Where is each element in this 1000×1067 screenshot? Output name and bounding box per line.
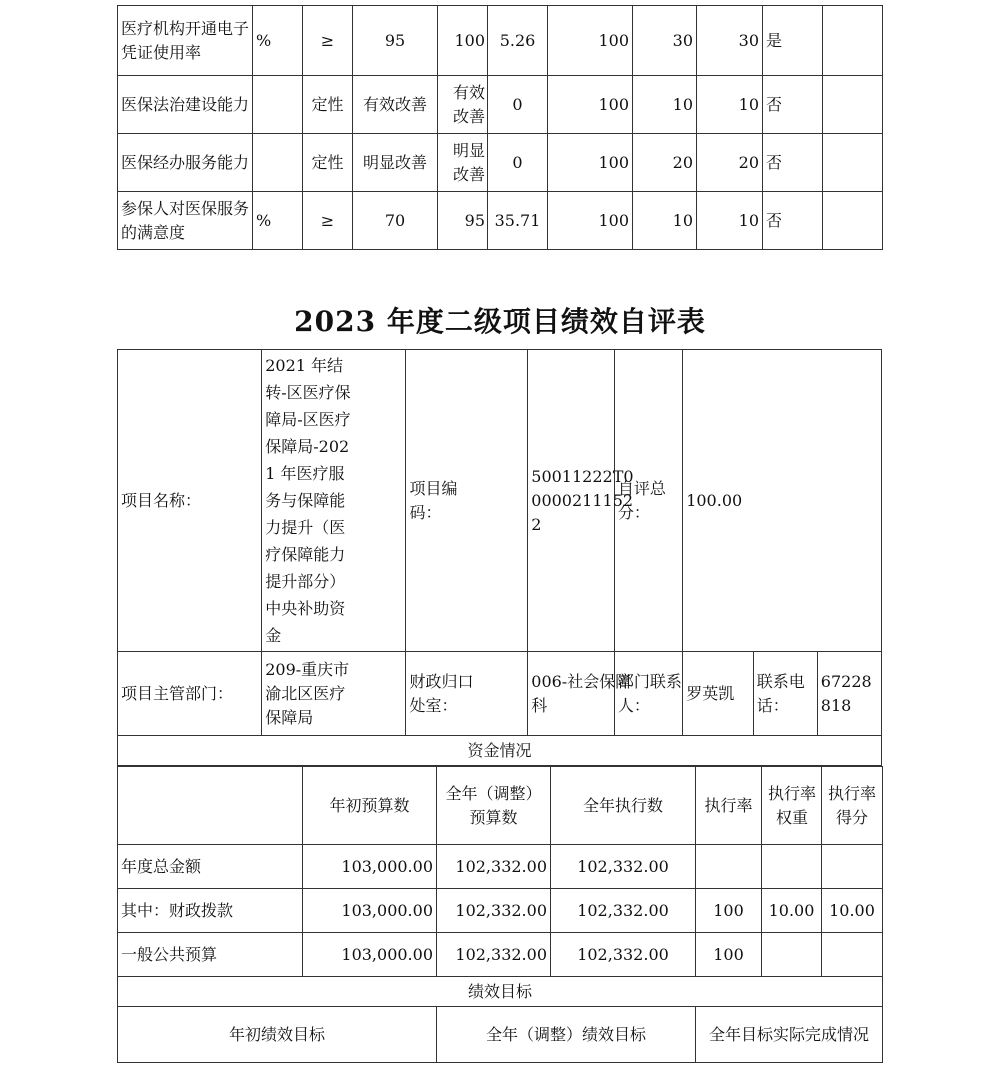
header-rate: 执行率: [696, 767, 762, 845]
indicator-row: [118, 76, 883, 134]
indicator-score: 20: [697, 134, 763, 192]
indicator-name: 医保法治建设能力: [118, 76, 253, 134]
indicator-value: 35.71: [488, 192, 548, 250]
funds-executed: 102,332.00: [551, 845, 696, 889]
indicator-flag: 否: [763, 76, 823, 134]
funds-rate-weight: [762, 933, 822, 977]
department-row: [118, 652, 882, 736]
indicator-row: [118, 192, 883, 250]
indicator-remark: [823, 76, 883, 134]
funds-executed: 102,332.00: [551, 889, 696, 933]
funds-rate-weight: [762, 845, 822, 889]
performance-section-title: 绩效目标: [118, 977, 883, 1007]
header-executed: 全年执行数: [551, 767, 696, 845]
indicator-actual: 有效改善: [438, 76, 488, 134]
indicator-unit: [253, 134, 303, 192]
funds-rate-score: [822, 845, 883, 889]
indicator-symbol: 定性: [303, 134, 353, 192]
indicator-score: 10: [697, 76, 763, 134]
contact-value: 罗英凯: [683, 652, 754, 736]
funds-row-label: 一般公共预算: [118, 933, 303, 977]
funds-adjusted: 102,332.00: [437, 933, 551, 977]
indicator-unit: [253, 76, 303, 134]
indicator-name: 参保人对医保服务的满意度: [118, 192, 253, 250]
indicator-target: 有效改善: [353, 76, 438, 134]
indicator-actual: 95: [438, 192, 488, 250]
indicator-name: 医疗机构开通电子凭证使用率: [118, 6, 253, 76]
funds-row-label: 年度总金额: [118, 845, 303, 889]
project-code-value: 50011222T000002111522: [528, 350, 615, 652]
funds-initial: 103,000.00: [303, 889, 437, 933]
department-value: 209-重庆市渝北区医疗保障局: [262, 652, 406, 736]
indicator-target: 95: [353, 6, 438, 76]
funds-row-label: 其中：财政拨款: [118, 889, 303, 933]
indicator-weight: 10: [633, 192, 697, 250]
indicator-row: [118, 134, 883, 192]
indicator-flag: 否: [763, 134, 823, 192]
performance-actual: 全年目标实际完成情况: [696, 1007, 883, 1063]
indicator-weight: 10: [633, 76, 697, 134]
indicator-remark: [823, 6, 883, 76]
self-score-label: 自评总分：: [614, 350, 682, 652]
funds-rate: 100: [696, 889, 762, 933]
funds-executed: 102,332.00: [551, 933, 696, 977]
funds-section-row: [118, 736, 882, 766]
indicator-target: 明显改善: [353, 134, 438, 192]
department-label: 项目主管部门：: [118, 652, 262, 736]
funds-rate: 100: [696, 933, 762, 977]
funds-adjusted: 102,332.00: [437, 889, 551, 933]
finance-office-value: 006-社会保障科: [528, 652, 615, 736]
header-adjusted-budget: 全年（调整）预算数: [437, 767, 551, 845]
indicator-name: 医保经办服务能力: [118, 134, 253, 192]
indicator-symbol: ≥: [303, 192, 353, 250]
phone-label: 联系电话：: [753, 652, 817, 736]
indicator-symbol: ≥: [303, 6, 353, 76]
indicator-row: [118, 6, 883, 76]
indicator-remark: [823, 134, 883, 192]
indicator-table: [117, 5, 883, 250]
performance-header-row: [118, 1007, 883, 1063]
performance-adjusted-target: 全年（调整）绩效目标: [437, 1007, 696, 1063]
indicator-value: 0: [488, 134, 548, 192]
funds-header-row: [118, 767, 883, 845]
finance-office-label: 财政归口处室：: [406, 652, 528, 736]
funds-row: [118, 845, 883, 889]
indicator-score: 10: [697, 192, 763, 250]
funds-table: [117, 766, 883, 1063]
performance-section-row: [118, 977, 883, 1007]
project-name-label: 项目名称：: [118, 350, 262, 652]
indicator-flag: 是: [763, 6, 823, 76]
funds-row: [118, 889, 883, 933]
indicator-target: 70: [353, 192, 438, 250]
funds-row: [118, 933, 883, 977]
project-code-label: 项目编码：: [406, 350, 528, 652]
indicator-actual: 明显改善: [438, 134, 488, 192]
performance-initial-target: 年初绩效目标: [118, 1007, 437, 1063]
indicator-remark: [823, 192, 883, 250]
indicator-flag: 否: [763, 192, 823, 250]
funds-rate-score: 10.00: [822, 889, 883, 933]
header-initial-budget: 年初预算数: [303, 767, 437, 845]
indicator-actual: 100: [438, 6, 488, 76]
indicator-symbol: 定性: [303, 76, 353, 134]
funds-adjusted: 102,332.00: [437, 845, 551, 889]
indicator-value: 0: [488, 76, 548, 134]
indicator-unit: %: [253, 192, 303, 250]
funds-initial: 103,000.00: [303, 845, 437, 889]
funds-rate-score: [822, 933, 883, 977]
funds-rate: [696, 845, 762, 889]
indicator-score-rate: 100: [548, 6, 633, 76]
indicator-score-rate: 100: [548, 192, 633, 250]
indicator-weight: 20: [633, 134, 697, 192]
funds-rate-weight: 10.00: [762, 889, 822, 933]
phone-value: 67228818: [817, 652, 881, 736]
contact-label: 部门联系人：: [614, 652, 682, 736]
indicator-score: 30: [697, 6, 763, 76]
project-name-row: [118, 350, 882, 652]
indicator-value: 5.26: [488, 6, 548, 76]
header-rate-score: 执行率得分: [822, 767, 883, 845]
funds-initial: 103,000.00: [303, 933, 437, 977]
indicator-weight: 30: [633, 6, 697, 76]
project-name-value: 2021 年结转-区医疗保障局-区医疗保障局-2021 年医疗服务与保障能力提升（医疗保障能力提升部分）中央补助资金: [262, 350, 406, 652]
indicator-unit: %: [253, 6, 303, 76]
indicator-score-rate: 100: [548, 134, 633, 192]
funds-section-title: 资金情况: [118, 736, 882, 766]
self-score-value: 100.00: [683, 350, 882, 652]
project-table: [117, 349, 882, 766]
page-title: 2023 年度二级项目绩效自评表: [294, 305, 706, 338]
funds-header-blank: [118, 767, 303, 845]
header-rate-weight: 执行率权重: [762, 767, 822, 845]
indicator-score-rate: 100: [548, 76, 633, 134]
